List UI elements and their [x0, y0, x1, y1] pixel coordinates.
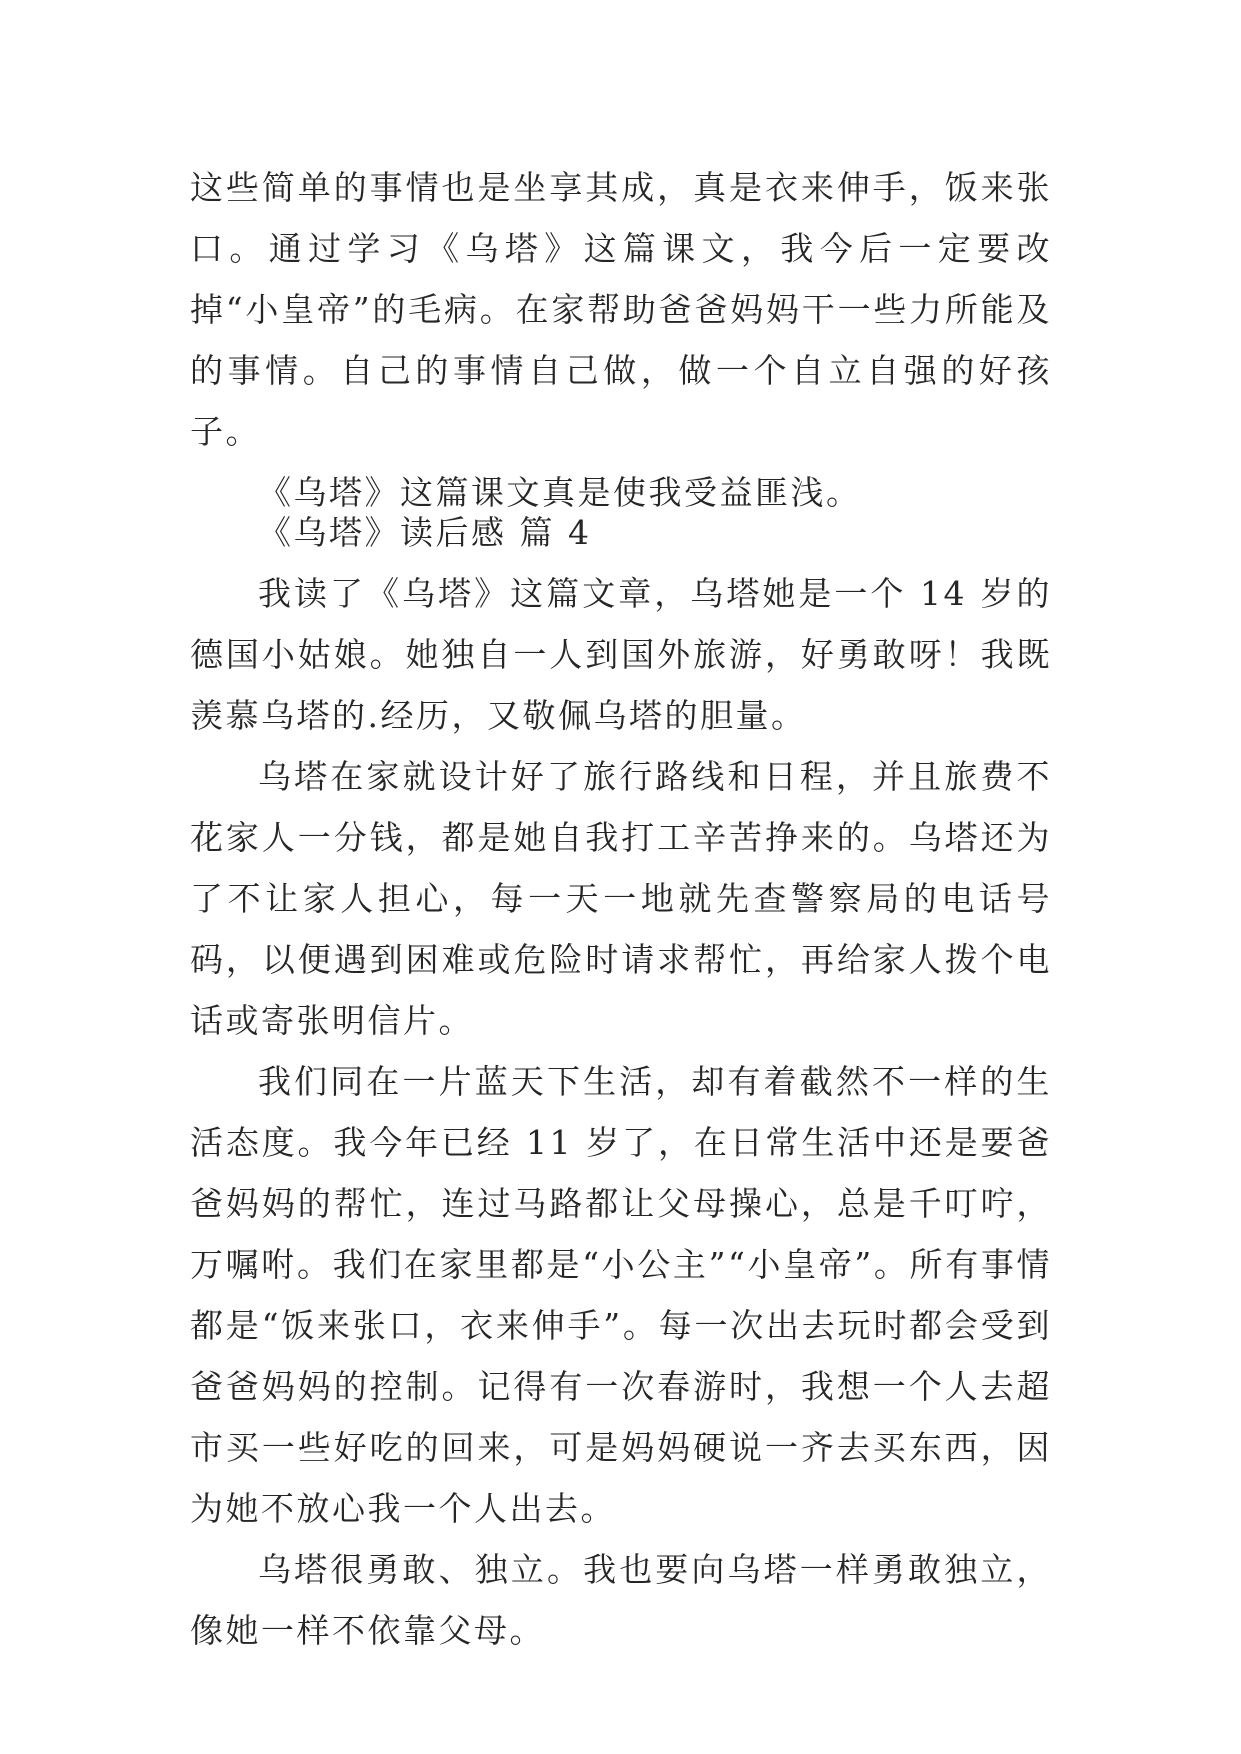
paragraph-4: 乌塔很勇敢、独立。我也要向乌塔一样勇敢独立，像她一样不依靠父母。 — [190, 1550, 1052, 1650]
continued-text-block — [190, 157, 1052, 523]
paragraph-conclusion: 《乌塔》这篇课文真是使我受益匪浅。 — [258, 473, 862, 512]
paragraph-2: 乌塔在家就设计好了旅行路线和日程，并且旅费不花家人一分钱，都是她自我打工辛苦挣来的。乌塔还为了不让家人担心，每一天一地就先查警察局的电话号码，以便遇到困难或危险时请求帮忙，再给家人拨个电话或寄张明信片。 — [190, 757, 1052, 1040]
section-heading: 《乌塔》读后感 篇 4 — [258, 513, 592, 552]
paragraph-1: 我读了《乌塔》这篇文章，乌塔她是一个 14 岁的德国小姑娘。她独自一人到国外旅游，好勇敢呀！我既羡慕乌塔的.经历，又敬佩乌塔的胆量。 — [190, 574, 1052, 735]
paragraph-continued: 这些简单的事情也是坐享其成，真是衣来伸手，饭来张口。通过学习《乌塔》这篇课文，我今后一定要改掉“小皇帝”的毛病。在家帮助爸爸妈妈干一些力所能及的事情。自己的事情自己做，做一个自立自强的好孩子。 — [190, 168, 1052, 451]
essay-body — [190, 563, 1052, 1661]
paragraph-3: 我们同在一片蓝天下生活，却有着截然不一样的生活态度。我今年已经 11 岁了，在日常生活中还是要爸爸妈妈的帮忙，连过马路都让父母操心，总是千叮咛，万嘱咐。我们在家里都是“小公主”“小皇帝”。所有事情都是“饭来张口，衣来伸手”。每一次出去玩时都会受到爸爸妈妈的控制。记得有一次春游时，我想一个人去超市买一些好吃的回来，可是妈妈硬说一齐去买东西，因为她不放心我一个人出去。 — [190, 1062, 1052, 1528]
